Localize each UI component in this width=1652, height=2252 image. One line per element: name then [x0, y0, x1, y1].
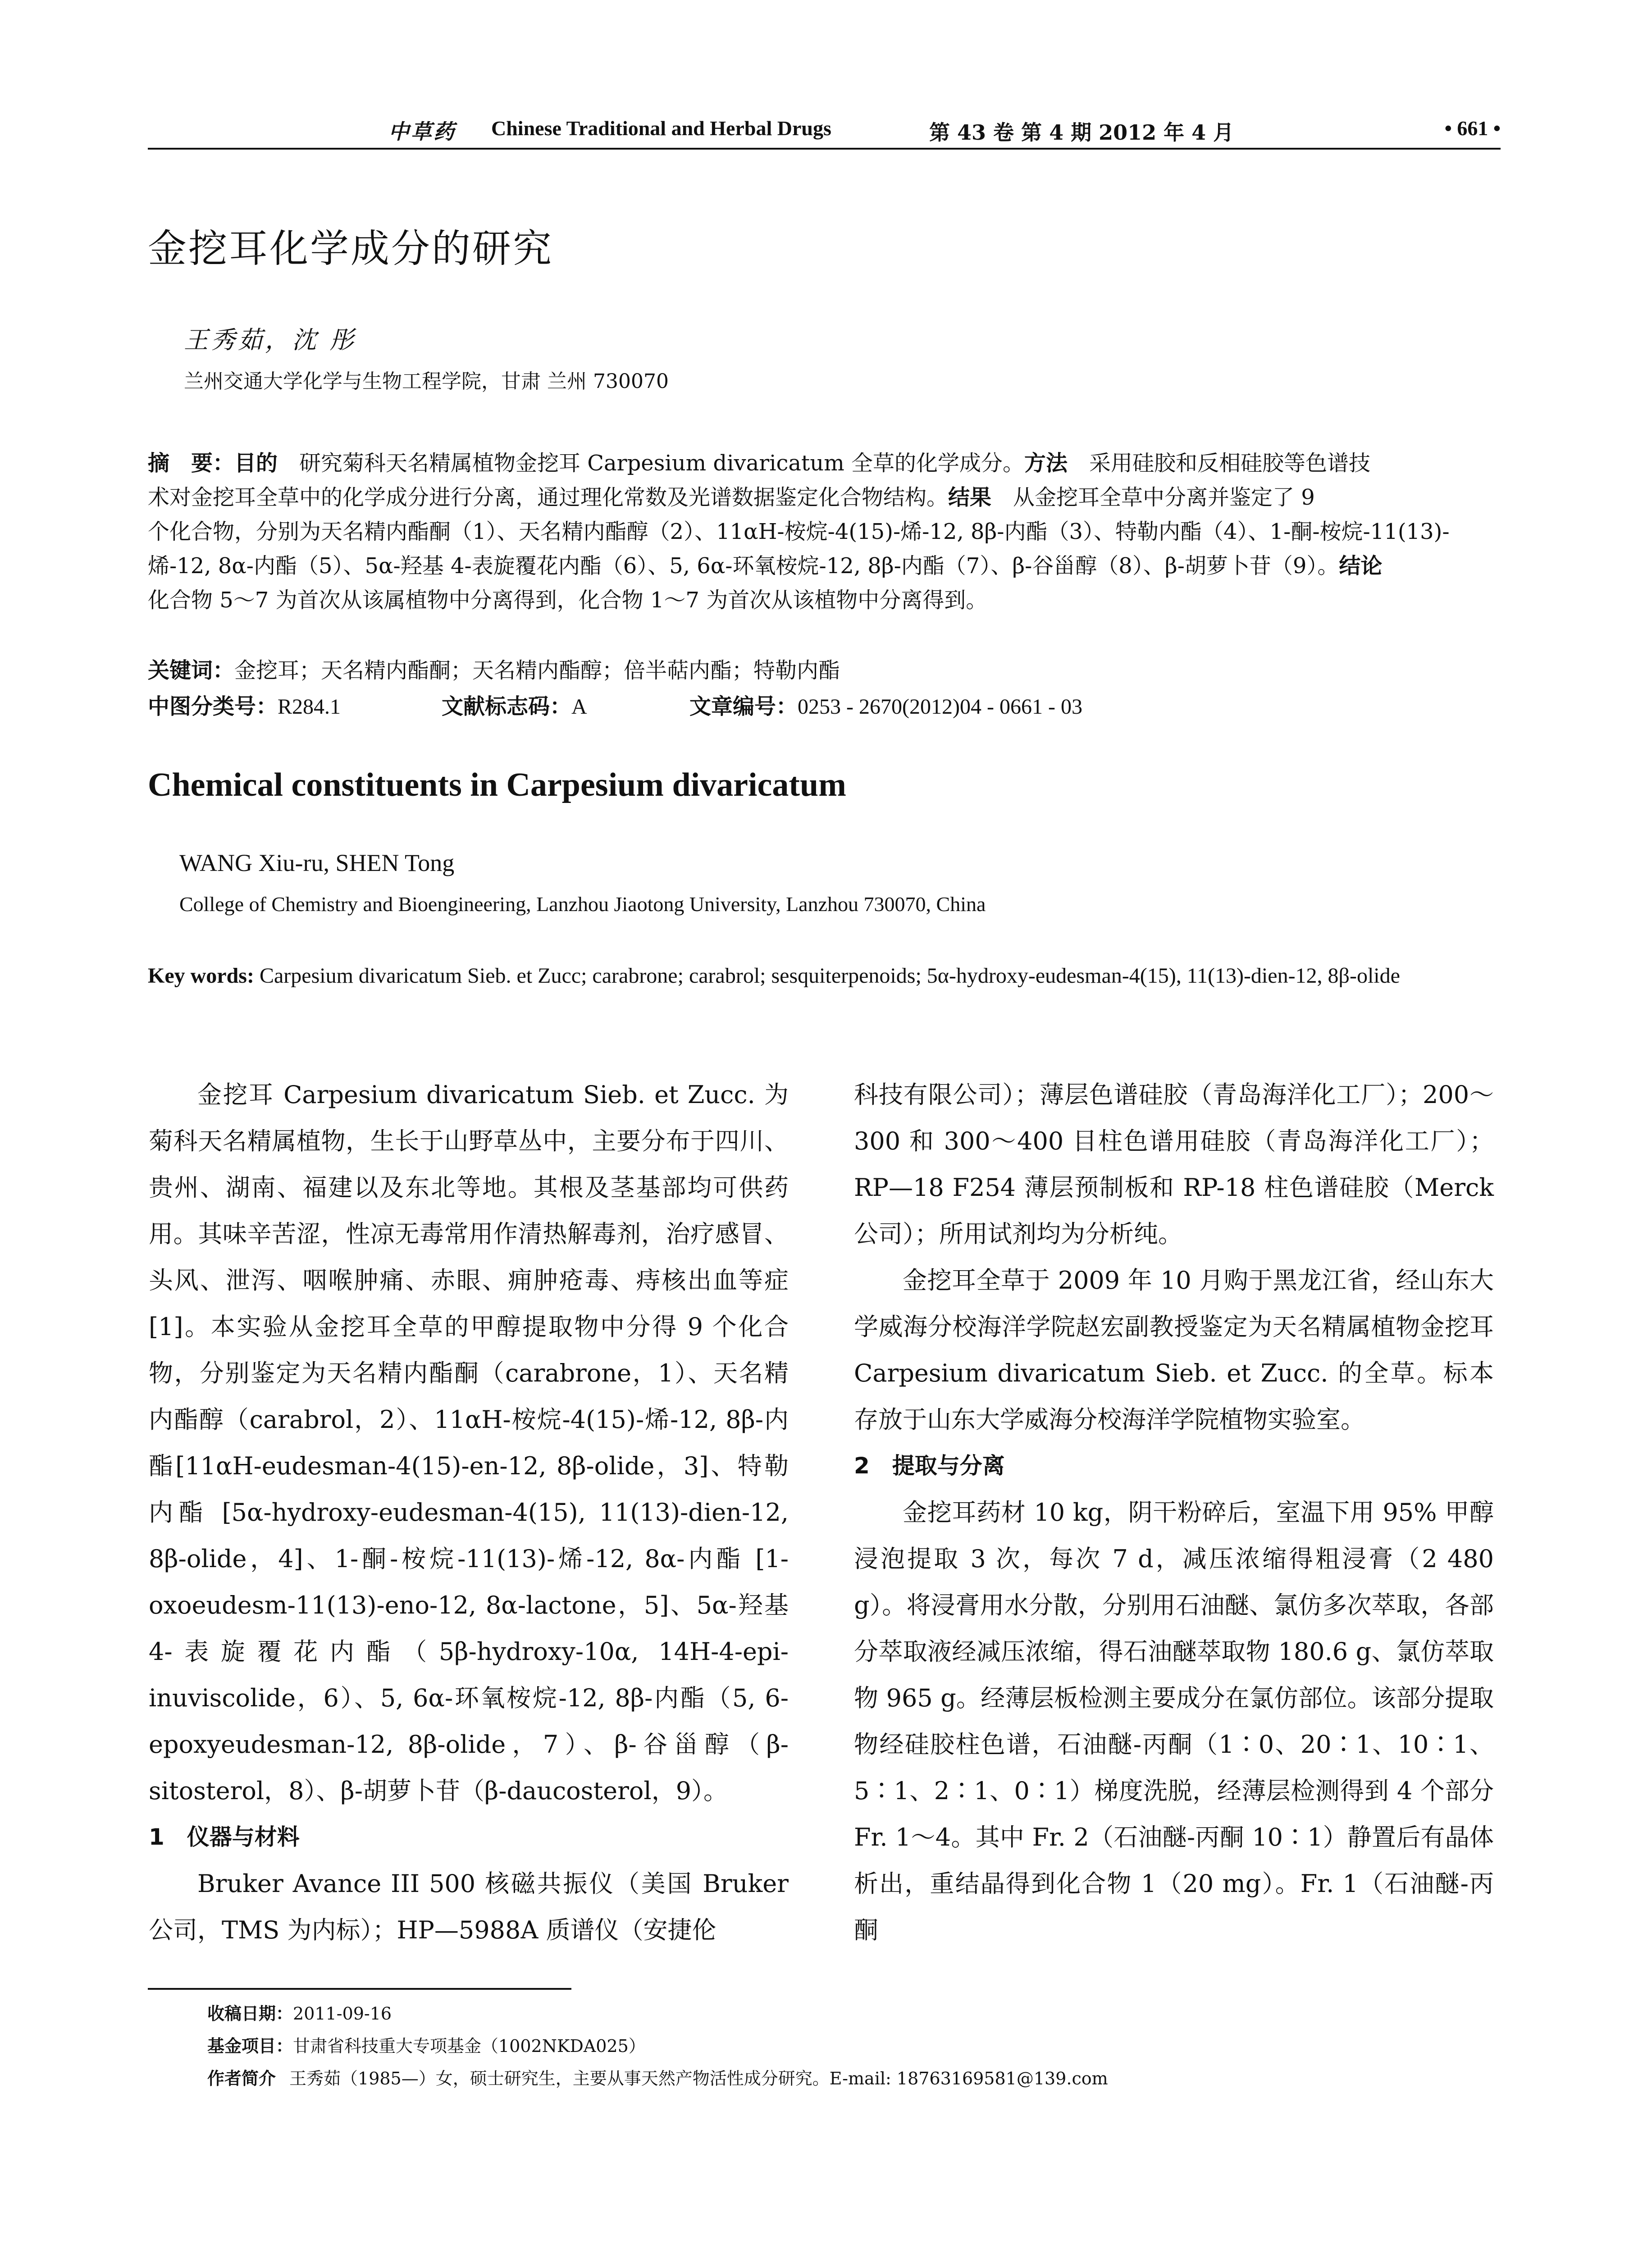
abstract-text: 采用硅胶和反相硅胶等色谱技 — [1068, 451, 1371, 476]
body-paragraph: 科技有限公司）；薄层色谱硅胶（青岛海洋化工厂）；200～300 和 300～400 目柱色谱用硅胶（青岛海洋化工厂）；RP—18 F254 薄层预制板和 RP-18 柱色谱硅胶（Merck 公司）；所用试剂均为分析纯。 — [854, 1080, 1494, 1248]
body-column-left — [149, 1071, 789, 1953]
fund-text: 甘肃省科技重大专项基金（1002NKDA025） — [293, 2036, 646, 2056]
body-paragraph: 金挖耳 Carpesium divaricatum Sieb. et Zucc. 为菊科天名精属植物，生长于山野草丛中，主要分布于四川、贵州、湖南、福建以及东北等地。其根及茎基部均可供药用。其味辛苦涩，性凉无毒常用作清热解毒剂，治疗感冒、头风、泄泻、咽喉肿痛、赤眼、痈肿疮毒、痔核出血等症[1]。本实验从金挖耳全草的甲醇提取物中分得 9 个化合物，分别鉴定为天名精内酯酮（carabrone，1）、天名精内酯醇（carabrol，2）、11αH-桉烷-4(15)-烯-12, 8β-内酯[11αH-eudesman-4(15)-en-12, 8β-olide，3]、特勒内酯 [5α-hydroxy-eudesman-4(15), 11(13)-dien-12, 8β-olide，4]、1-酮-桉烷-11(13)-烯-12, 8α-内酯 [1-oxoeudesm-11(13)-eno-12, 8α-lactone，5]、5α-羟基 4-表旋覆花内酯（5β-hydroxy-10α, 14H-4-epi-inuviscolide，6）、5, 6α-环氧桉烷-12, 8β-内酯（5, 6-epoxyeudesman-12, 8β-olide，7）、β-谷甾醇（β-sitosterol，8）、β-胡萝卜苷（β-daucosterol，9）。 — [149, 1080, 789, 1805]
footnote-fund — [207, 2032, 646, 2057]
abstract-section-label: 方法 — [1024, 451, 1068, 476]
doc-code-row — [442, 689, 587, 724]
journal-name-cn: 中草药 — [388, 119, 456, 144]
abstract-line — [148, 583, 1450, 617]
abstract-text: 术对金挖耳全草中的化学成分进行分离，通过理化常数及光谱数据鉴定化合物结构。 — [148, 485, 949, 510]
abstract-line — [148, 480, 1450, 515]
authors-cn: 王秀茹，沈 彤 — [184, 326, 357, 354]
footnote-rule — [148, 1988, 571, 1990]
abstract-line — [148, 515, 1450, 549]
keywords-en-text: Carpesium divaricatum Sieb. et Zucc; carabrone; carabrol; sesquiterpenoids; 5α-hydroxy-eudesman-4(15), 11(13)-dien-12, 8β-olide — [259, 964, 1400, 988]
footnote-author — [207, 2065, 1108, 2089]
received-label: 收稿日期： — [207, 2004, 293, 2024]
clc-value: R284.1 — [278, 695, 341, 719]
classification-row — [148, 689, 341, 724]
footnote-received — [207, 2000, 392, 2024]
abstract-text: 化合物 5～7 为首次从该属植物中分离得到，化合物 1～7 为首次从该植物中分离得到。 — [148, 588, 988, 613]
keywords-cn-text: 金挖耳；天名精内酯酮；天名精内酯醇；倍半萜内酯；特勒内酯 — [234, 658, 840, 683]
keywords-cn-label: 关键词： — [148, 658, 235, 683]
article-id-value: 0253 - 2670(2012)04 - 0661 - 03 — [798, 695, 1082, 719]
abstract-section-label: 目的 — [234, 451, 278, 476]
abstract-line — [148, 549, 1450, 583]
keywords-en-label: Key words: — [148, 964, 254, 988]
body-paragraph: Bruker Avance III 500 核磁共振仪（美国 Bruker 公司，TMS 为内标）；HP—5988A 质谱仪（安捷伦 — [149, 1869, 789, 1944]
received-date: 2011-09-16 — [293, 2004, 392, 2024]
doc-code-label: 文献标志码： — [442, 694, 572, 719]
clc-label: 中图分类号： — [148, 694, 278, 719]
journal-name-en: Chinese Traditional and Herbal Drugs — [491, 117, 831, 140]
article-title-cn: 金挖耳化学成分的研究 — [148, 226, 553, 271]
abstract-section-label: 结论 — [1339, 553, 1383, 579]
body-paragraph: 金挖耳药材 10 kg，阴干粉碎后，室温下用 95% 甲醇浸泡提取 3 次，每次 7 d，减压浓缩得粗浸膏（2 480 g）。将浸膏用水分散，分别用石油醚、氯仿多次萃取，各部分萃取液经减压浓缩，得石油醚萃取物 180.6 g、氯仿萃取物 965 g。经薄层板检测主要成分在氯仿部位。该部分提取物经硅胶柱色谱，石油醚-丙酮（1∶0、20∶1、10∶1、5∶1、2∶1、0∶1）梯度洗脱，经薄层检测得到 4 个部分 Fr. 1～4。其中 Fr. 2（石油醚-丙酮 10∶1）静置后有晶体析出，重结晶得到化合物 1（20 mg）。Fr. 1（石油醚-丙酮 — [854, 1498, 1494, 1944]
article-id-row — [689, 689, 1082, 724]
body-paragraph: 金挖耳全草于 2009 年 10 月购于黑龙江省，经山东大学威海分校海洋学院赵宏副教授鉴定为天名精属植物金挖耳 Carpesium divaricatum Sieb. et Zucc. 的全草。标本存放于山东大学威海分校海洋学院植物实验室。 — [854, 1266, 1494, 1434]
affiliation-en: College of Chemistry and Bioengineering, Lanzhou Jiaotong University, Lanzhou 730070, China — [179, 893, 986, 916]
abstract-line — [148, 446, 1450, 480]
abstract-text: 烯-12, 8α-内酯（5）、5α-羟基 4-表旋覆花内酯（6）、5, 6α-环氧桉烷-12, 8β-内酯（7）、β-谷甾醇（8）、β-胡萝卜苷（9）。 — [148, 553, 1339, 579]
author-bio-label: 作者简介 — [207, 2069, 276, 2088]
header-rule — [148, 148, 1501, 150]
body-column-right — [854, 1071, 1494, 1953]
fund-label: 基金项目： — [207, 2036, 293, 2056]
issue-info: 第 43 卷 第 4 期 2012 年 4 月 — [929, 120, 1234, 145]
authors-en: WANG Xiu-ru, SHEN Tong — [179, 849, 455, 876]
abstract-label: 摘 要： — [148, 451, 235, 476]
keywords-en — [148, 959, 1500, 993]
article-title-en: Chemical constituents in Carpesium divaricatum — [148, 766, 846, 803]
abstract-text: 研究菊科天名精属植物金挖耳 Carpesium divaricatum 全草的化学成分。 — [278, 451, 1024, 476]
abstract-text: 个化合物，分别为天名精内酯酮（1）、天名精内酯醇（2）、11αH-桉烷-4(15)-烯-12, 8β-内酯（3）、特勒内酯（4）、1-酮-桉烷-11(13)- — [148, 519, 1450, 544]
page-number: • 661 • — [1444, 117, 1501, 140]
article-id-label: 文章编号： — [689, 694, 798, 719]
abstract-section-label: 结果 — [948, 485, 992, 510]
section-heading: 2 提取与分离 — [854, 1453, 1005, 1479]
author-bio-text: 王秀茹（1985—）女，硕士研究生，主要从事天然产物活性成分研究。E-mail: 18763169581@139.com — [289, 2069, 1108, 2088]
affiliation-cn: 兰州交通大学化学与生物工程学院，甘肃 兰州 730070 — [184, 370, 669, 393]
doc-code-value: A — [571, 695, 587, 719]
section-heading: 1 仪器与材料 — [149, 1824, 300, 1850]
abstract-text: 从金挖耳全草中分离并鉴定了 9 — [991, 485, 1315, 510]
abstract-cn — [148, 446, 1450, 617]
keywords-cn — [148, 653, 840, 688]
